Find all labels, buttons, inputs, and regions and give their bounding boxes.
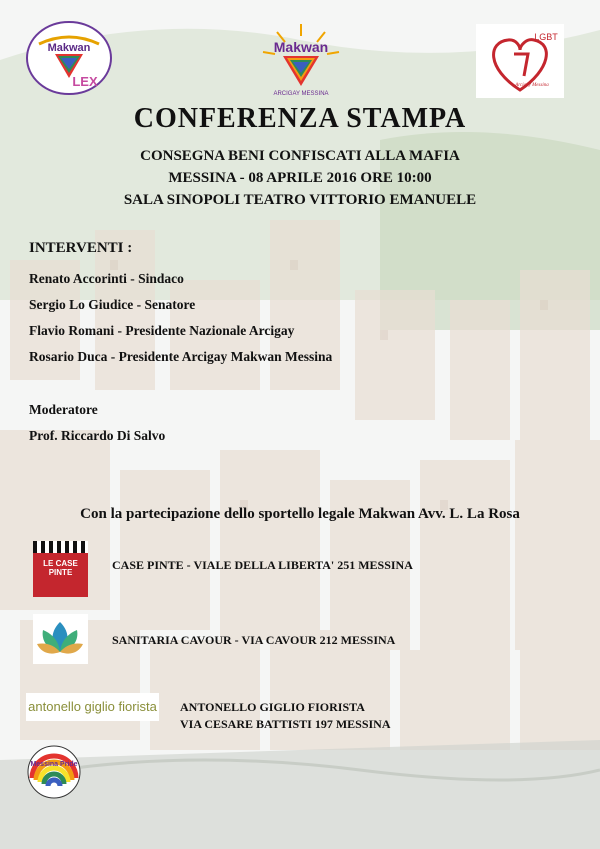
lotus-icon bbox=[33, 614, 88, 664]
speaker-1: Renato Accorinti - Sindaco bbox=[29, 271, 184, 286]
subtitle-line-2: MESSINA - 08 APRILE 2016 ORE 10:00 bbox=[168, 170, 432, 186]
interventi-heading: INTERVENTI : bbox=[29, 240, 133, 256]
partecipazione-text: Con la partecipazione dello sportello legale Makwan Avv. L. La Rosa bbox=[80, 506, 520, 522]
giglio-logo-text: antonello giglio fiorista bbox=[28, 699, 157, 714]
moderatore-name: Prof. Riccardo Di Salvo bbox=[29, 428, 166, 443]
makwan-lex-icon bbox=[25, 20, 113, 96]
case-pinte-logo bbox=[33, 541, 88, 597]
giglio-fiorista-logo bbox=[26, 693, 159, 721]
svg-text:Arcigay Messina: Arcigay Messina bbox=[515, 83, 549, 88]
sponsor-giglio-name: ANTONELLO GIGLIO FIORISTA bbox=[180, 700, 365, 714]
makwan-sun-icon bbox=[257, 22, 345, 98]
speaker-4: Rosario Duca - Presidente Arcigay Makwan Messina bbox=[29, 349, 333, 364]
sponsor-giglio-address: VIA CESARE BATTISTI 197 MESSINA bbox=[180, 717, 391, 731]
subtitle-line-3: SALA SINOPOLI TEATRO VITTORIO EMANUELE bbox=[123, 192, 477, 208]
sponsor-sanitaria-cavour: SANITARIA CAVOUR - VIA CAVOUR 212 MESSINA bbox=[112, 633, 396, 647]
rainbow-circle-icon bbox=[26, 744, 82, 800]
speaker-2: Sergio Lo Giudice - Senatore bbox=[29, 297, 196, 312]
case-pinte-logo-text: LE CASE PINTE bbox=[43, 559, 78, 577]
svg-text:Makwan: Makwan bbox=[47, 42, 91, 54]
speaker-3: Flavio Romani - Presidente Nazionale Arcigay bbox=[29, 323, 295, 338]
heart-icon bbox=[476, 24, 564, 98]
sanitaria-cavour-logo bbox=[33, 614, 88, 664]
subtitle-line-1: CONSEGNA BENI CONFISCATI ALLA MAFIA bbox=[140, 148, 460, 164]
lgbt-heart-logo bbox=[476, 24, 564, 98]
pattern-stripe bbox=[33, 541, 88, 553]
svg-text:Makwan: Makwan bbox=[273, 39, 329, 55]
page-title: CONFERENZA STAMPA bbox=[133, 103, 467, 134]
sponsor-case-pinte: CASE PINTE - VIALE DELLA LIBERTA' 251 MESSINA bbox=[112, 558, 413, 572]
svg-text:Messina Pride: Messina Pride bbox=[30, 761, 78, 768]
moderatore-label: Moderatore bbox=[29, 402, 98, 417]
messina-pride-logo bbox=[26, 744, 82, 800]
makwan-lex-logo bbox=[25, 20, 113, 96]
svg-text:LGBT: LGBT bbox=[534, 32, 558, 42]
svg-text:ARCIGAY MESSINA: ARCIGAY MESSINA bbox=[273, 91, 329, 97]
svg-text:LEX: LEX bbox=[72, 74, 98, 89]
makwan-arcigay-logo bbox=[257, 22, 345, 98]
